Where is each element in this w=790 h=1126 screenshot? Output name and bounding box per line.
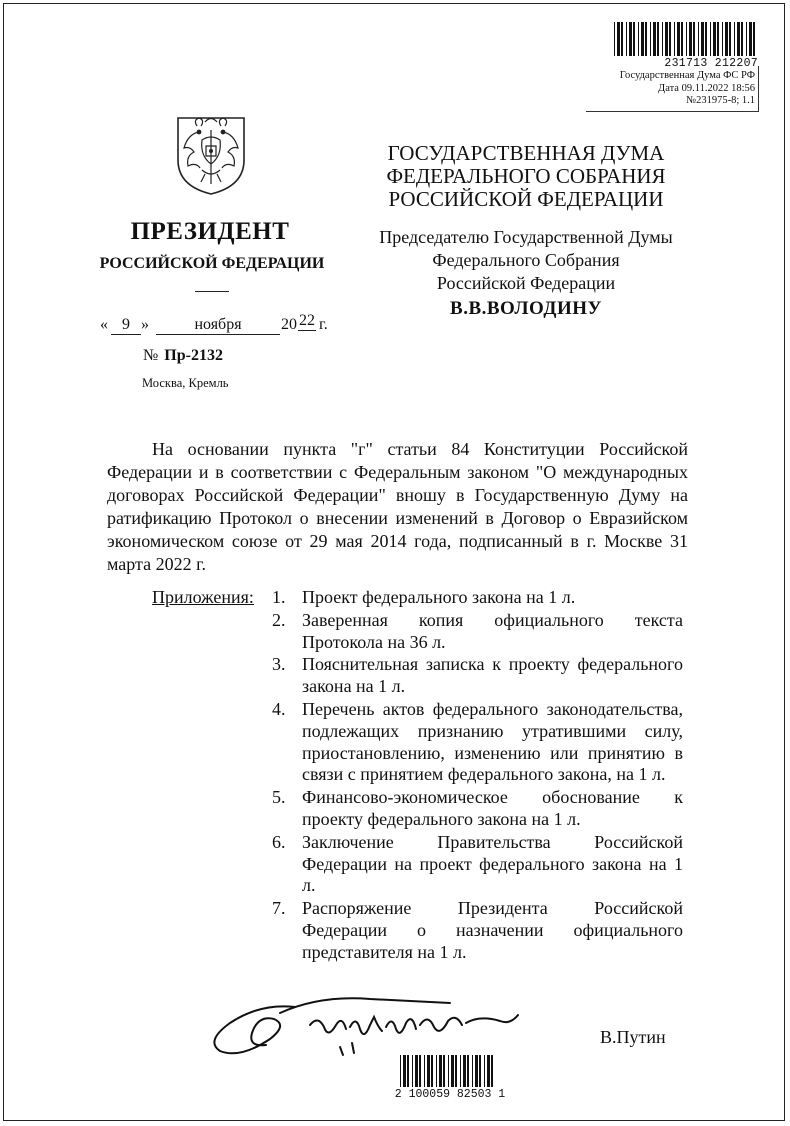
date-year-letter: г. <box>319 316 328 333</box>
body-paragraph: На основании пункта "г" статьи 84 Конституции Российской Федерации и в соответствии с Федеральным законом "О международных договорах Российской Федерации" вношу в Государственную Думу на ратификацию Протокол о внесении изменений в Договор о Евразийском экономическом союзе от 29 мая 2014 года, подписанный в г. Москве 31 марта 2022 г. <box>107 439 688 574</box>
attachment-number: 5. <box>272 787 286 808</box>
chair-line-1: Председателю Государственной Думы <box>379 227 673 247</box>
attachment-number: 3. <box>272 654 286 675</box>
attachment-text: Пояснительная записка к проекту федерального закона на 1 л. <box>302 654 683 697</box>
addressee-name: В.В.ВОЛОДИНУ <box>450 298 602 319</box>
registration-line-3: №231975-8; 1.1 <box>686 95 755 106</box>
date-year-suffix: 22 <box>299 312 315 329</box>
attachment-text: Финансово-экономическое обоснование к проекту федерального закона на 1 л. <box>302 787 683 829</box>
attachment-number: 6. <box>272 831 286 852</box>
attachments-list <box>272 587 683 965</box>
attachment-item <box>272 832 683 897</box>
attachment-number: 7. <box>272 898 286 919</box>
date-month: ноября <box>156 316 280 335</box>
addressee-position <box>360 226 692 295</box>
chair-line-2: Федерального Собрания <box>432 250 620 270</box>
barcode-top <box>612 22 758 62</box>
document-number <box>143 347 223 365</box>
attachment-text: Перечень актов федерального законодательства, подлежащих признанию утратившими силу, приостановлению, изменению или принятию в связи с принятием федерального закона, на 1 л. <box>302 698 683 785</box>
registration-stamp <box>560 70 755 108</box>
attachment-text: Проект федерального закона на 1 л. <box>302 587 576 607</box>
number-label: № <box>143 347 159 364</box>
handwritten-signature <box>200 985 560 1065</box>
chair-line-3: Российской Федерации <box>436 273 616 293</box>
date-day: 9 <box>111 316 141 335</box>
attachment-number: 4. <box>272 698 286 719</box>
barcode-top-number: 231713 212207 <box>664 57 758 70</box>
attachment-item <box>272 654 683 698</box>
attachment-item <box>272 699 683 786</box>
attachment-text: Заверенная копия официального текста Протокола на 36 л. <box>302 609 683 652</box>
number-value: Пр-2132 <box>164 347 223 364</box>
attachment-text: Заключение Правительства Российской Федерации на проект федерального закона на 1 л. <box>302 831 683 896</box>
coat-of-arms-emblem <box>172 112 250 196</box>
addressee-organization <box>360 142 692 211</box>
date-close-quote: » <box>141 316 149 333</box>
registration-line-2: Дата 09.11.2022 18:56 <box>658 82 755 94</box>
date-open-quote: « <box>100 316 108 333</box>
sender-title: ПРЕЗИДЕНТ <box>130 218 290 245</box>
barcode-bottom <box>398 1055 496 1089</box>
document-date <box>100 312 340 338</box>
attachment-text: Распоряжение Президента Российской Федерации о назначении официального представителя на 1 л. <box>302 898 683 962</box>
attachment-number: 2. <box>272 609 286 630</box>
barcode-bottom-number: 2 100059 82503 1 <box>394 1088 506 1101</box>
registration-line-1: Государственная Дума ФС РФ <box>619 70 755 81</box>
document-place: Москва, Кремль <box>142 376 229 390</box>
attachments-label: Приложения: <box>152 587 254 607</box>
attachment-number: 1. <box>272 587 286 607</box>
sender-subtitle: РОССИЙСКОЙ ФЕДЕРАЦИИ <box>99 255 325 272</box>
attachment-item <box>272 587 683 609</box>
date-year-prefix: 20 <box>281 316 297 333</box>
attachment-item <box>272 787 683 831</box>
addressee-line-2: ФЕДЕРАЛЬНОГО СОБРАНИЯ <box>386 164 666 188</box>
addressee-line-3: РОССИЙСКОЙ ФЕДЕРАЦИИ <box>388 187 664 211</box>
addressee-line-1: ГОСУДАРСТВЕННАЯ ДУМА <box>387 141 665 165</box>
signer-name: В.Путин <box>600 1027 666 1047</box>
divider-dash <box>195 291 229 292</box>
attachment-item <box>272 610 683 654</box>
attachment-item <box>272 898 683 963</box>
